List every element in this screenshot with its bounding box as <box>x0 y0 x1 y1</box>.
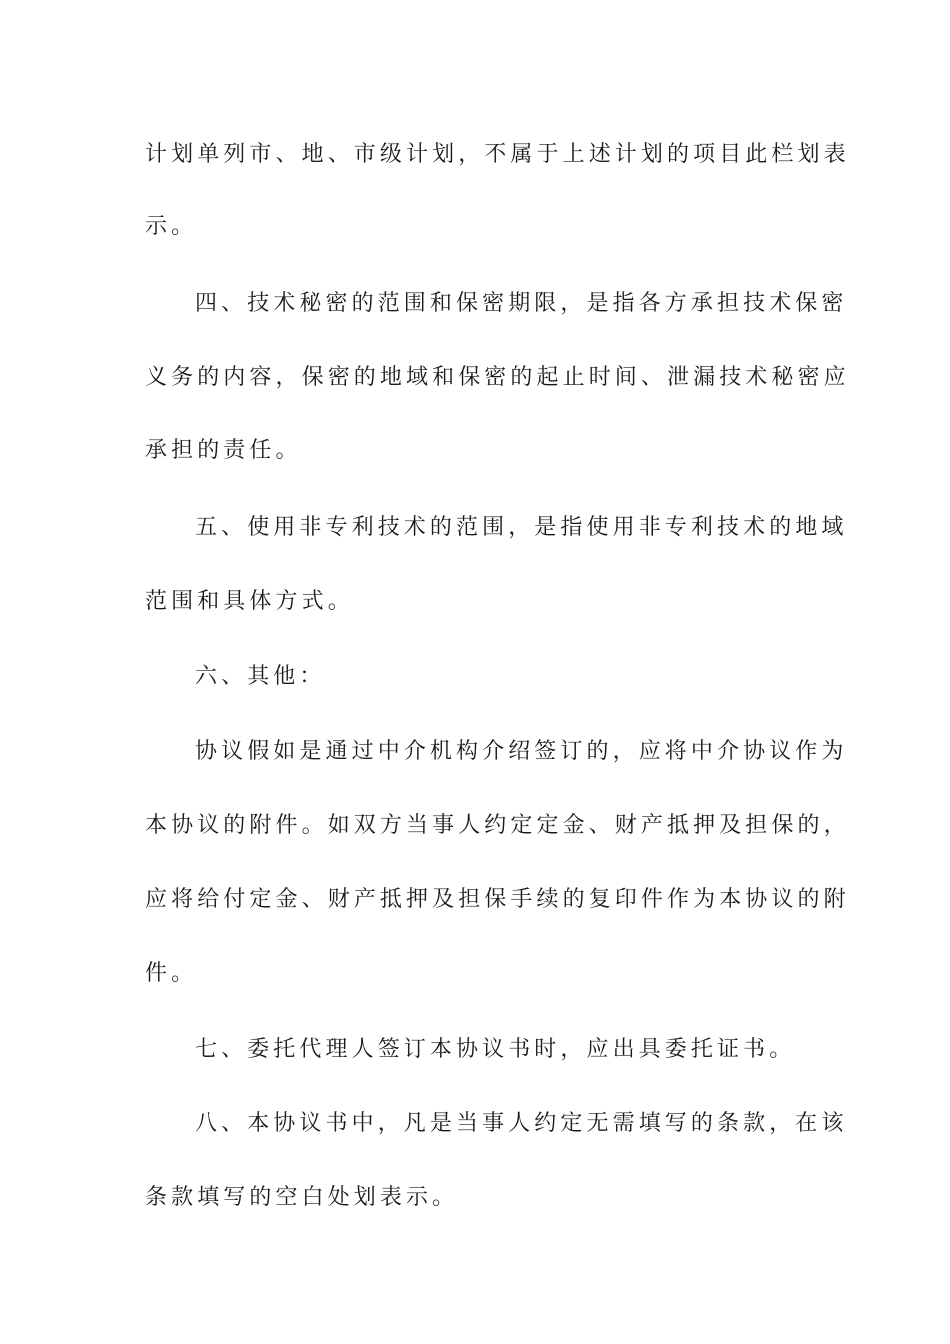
text-line: 义务的内容，保密的地域和保密的起止时间、泄漏技术秘密应 <box>145 365 850 390</box>
text-line: 范围和具体方式。 <box>145 589 354 614</box>
section-5-heading-line: 五、使用非专利技术的范围，是指使用非专利技术的地域 <box>195 515 848 540</box>
text-line: 本协议的附件。如双方当事人约定定金、财产抵押及担保的， <box>145 813 850 838</box>
text-line: 示。 <box>145 214 198 239</box>
section-8-heading-line: 八、本协议书中，凡是当事人约定无需填写的条款，在该 <box>195 1111 848 1136</box>
section-7-line: 七、委托代理人签订本协议书时，应出具委托证书。 <box>195 1037 796 1062</box>
text-line: 应将给付定金、财产抵押及担保手续的复印件作为本协议的附 <box>145 887 850 912</box>
text-line: 协议假如是通过中介机构介绍签订的，应将中介协议作为 <box>195 739 848 764</box>
section-6-heading-line: 六、其他： <box>195 664 326 689</box>
text-line: 条款填写的空白处划表示。 <box>145 1185 459 1210</box>
text-line: 承担的责任。 <box>145 438 302 463</box>
section-4-heading-line: 四、技术秘密的范围和保密期限，是指各方承担技术保密 <box>195 291 848 316</box>
text-line: 计划单列市、地、市级计划，不属于上述计划的项目此栏划表 <box>145 142 850 167</box>
text-line: 件。 <box>145 961 198 986</box>
